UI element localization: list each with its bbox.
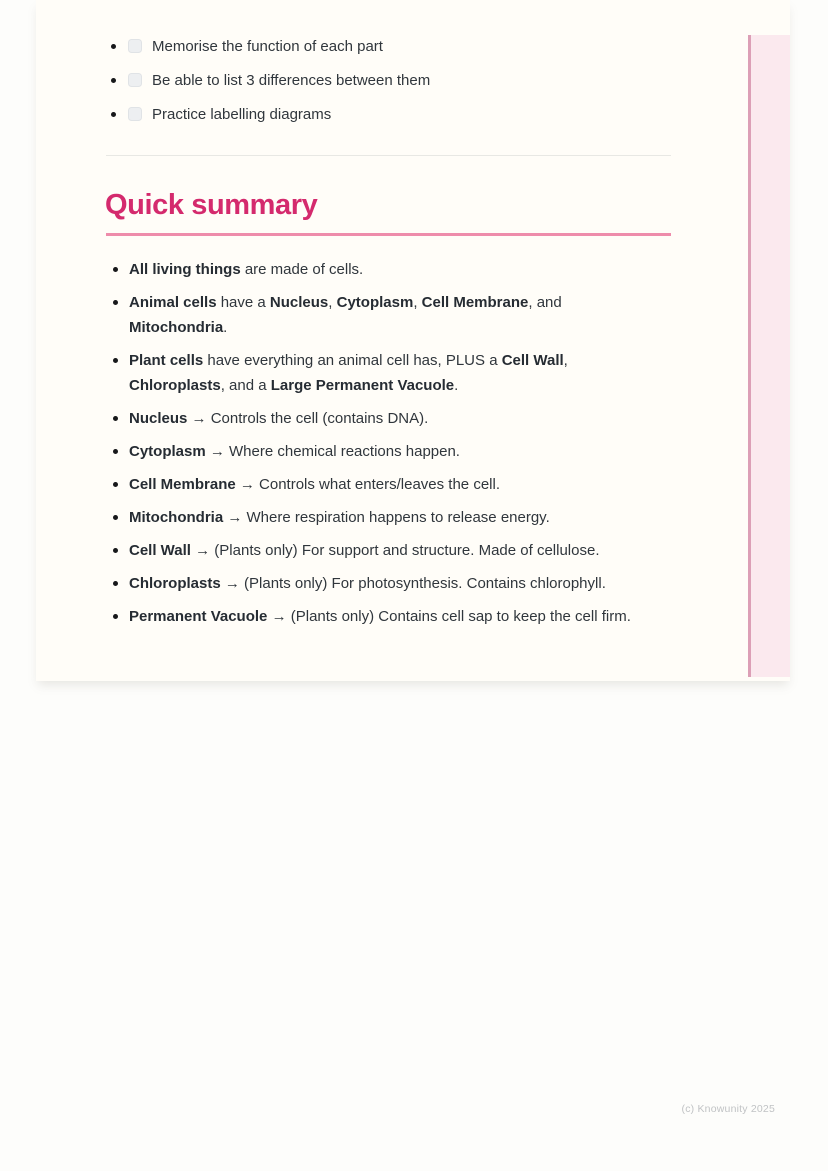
checklist-item-label: Memorise the function of each part — [152, 37, 383, 55]
summary-list — [113, 257, 673, 637]
checklist-item-label: Be able to list 3 differences between them — [152, 71, 431, 89]
summary-item-text: Chloroplasts → (Plants only) For photosynthesis. Contains chlorophyll. — [129, 575, 606, 592]
bullet-icon — [113, 300, 118, 305]
checklist-item-label: Practice labelling diagrams — [152, 105, 332, 123]
bullet-icon — [113, 416, 118, 421]
checkbox-unchecked[interactable] — [128, 73, 142, 87]
bullet-icon — [111, 44, 116, 49]
summary-item — [113, 257, 673, 282]
summary-item-text: Animal cells have a Nucleus, Cytoplasm, Cell Membrane, and Mitochondria. — [129, 294, 562, 336]
bullet-icon — [113, 358, 118, 363]
summary-item — [113, 290, 673, 340]
summary-item — [113, 439, 673, 464]
section-divider — [106, 155, 671, 156]
summary-item — [113, 604, 673, 629]
document-page — [36, 0, 790, 681]
summary-item-text: Permanent Vacuole → (Plants only) Contains cell sap to keep the cell firm. — [129, 608, 631, 625]
checklist-item — [111, 104, 430, 124]
heading-underline — [106, 233, 671, 236]
summary-item-text: Mitochondria → Where respiration happens to release energy. — [129, 509, 550, 526]
page-edge-highlight — [748, 35, 790, 677]
summary-item — [113, 348, 673, 398]
summary-item-text: Cell Membrane → Controls what enters/leaves the cell. — [129, 476, 500, 493]
bullet-icon — [113, 449, 118, 454]
summary-item-text: All living things are made of cells. — [129, 261, 364, 278]
summary-item-text: Cytoplasm → Where chemical reactions happen. — [129, 443, 460, 460]
checkbox-unchecked[interactable] — [128, 107, 142, 121]
bullet-icon — [113, 482, 118, 487]
section-heading: Quick summary — [105, 189, 318, 221]
checklist-item — [111, 36, 430, 56]
summary-item-text: Nucleus → Controls the cell (contains DNA). — [129, 410, 429, 427]
summary-item-text: Plant cells have everything an animal cell has, PLUS a Cell Wall, Chloroplasts, and a Large Permanent Vacuole. — [129, 352, 568, 394]
summary-item — [113, 538, 673, 563]
summary-item-text: Cell Wall → (Plants only) For support and structure. Made of cellulose. — [129, 542, 600, 559]
bullet-icon — [113, 515, 118, 520]
bullet-icon — [113, 614, 118, 619]
checklist-item — [111, 70, 430, 90]
bullet-icon — [111, 78, 116, 83]
bullet-icon — [113, 548, 118, 553]
bullet-icon — [113, 267, 118, 272]
checklist — [111, 36, 430, 138]
summary-item — [113, 571, 673, 596]
summary-item — [113, 472, 673, 497]
summary-item — [113, 505, 673, 530]
summary-item — [113, 406, 673, 431]
checkbox-unchecked[interactable] — [128, 39, 142, 53]
bullet-icon — [111, 112, 116, 117]
bullet-icon — [113, 581, 118, 586]
copyright-text: (c) Knowunity 2025 — [681, 1103, 775, 1115]
